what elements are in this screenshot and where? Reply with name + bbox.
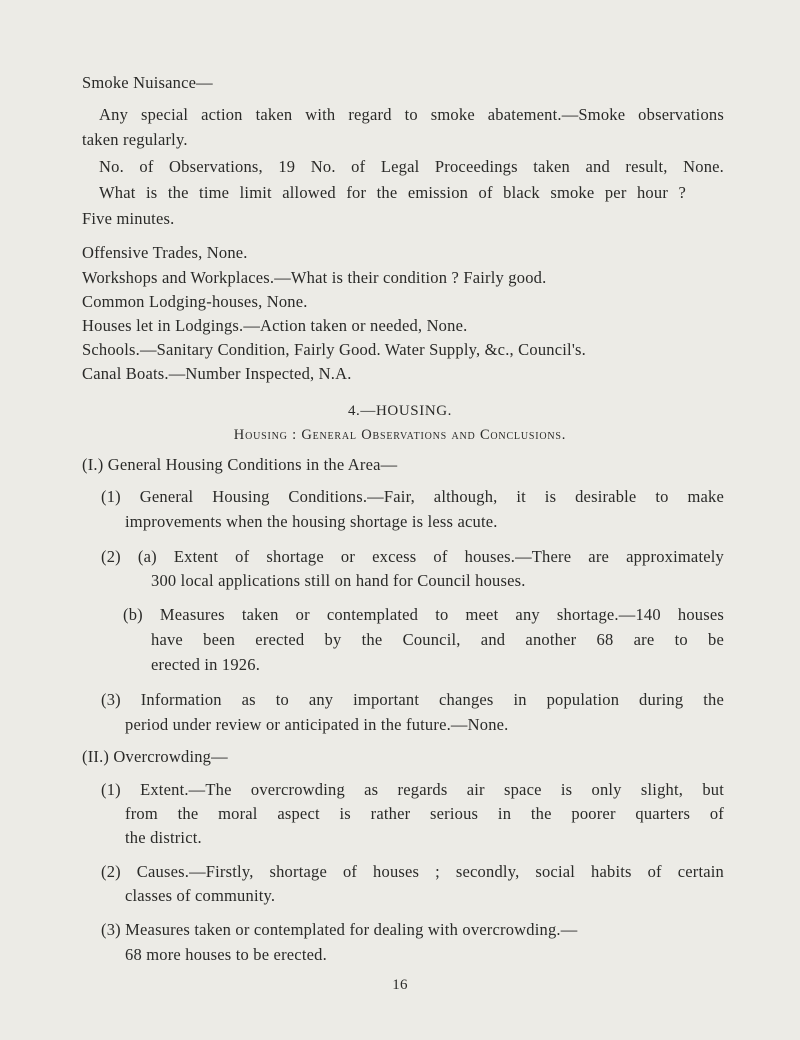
canal-boats: Canal Boats.—Number Inspected, N.A. [82,364,352,383]
overcrowding-measures-line2: 68 more houses to be erected. [125,945,327,964]
houses-let-in-lodgings: Houses let in Lodgings.—Action taken or needed, None. [82,316,468,335]
measures-taken-line3: erected in 1926. [151,655,261,674]
schools: Schools.—Sanitary Condition, Fairly Good. Water Supply, &c., Council's. [82,340,586,359]
population-changes-line2: period under review or anticipated in the future.—None. [125,715,509,734]
general-conditions-line1: (1) General Housing Conditions.—Fair, although, it is desirable to make [101,487,724,506]
section-1-title: (I.) General Housing Conditions in the Area— [82,455,398,474]
overcrowding-measures-line1: (3) Measures taken or contemplated for dealing with overcrowding.— [101,920,578,939]
smoke-action-line2: taken regularly. [82,130,188,149]
population-changes-line1: (3) Information as to any important changes in population during the [101,690,724,709]
workshops: Workshops and Workplaces.—What is their condition ? Fairly good. [82,268,547,287]
general-conditions-line2: improvements when the housing shortage is less acute. [125,512,498,531]
overcrowding-extent-line2: from the moral aspect is rather serious in the poorer quarters of [125,804,724,823]
smoke-observations: No. of Observations, 19 No. of Legal Proceedings taken and result, None. [99,157,724,176]
smoke-action-line1: Any special action taken with regard to smoke abatement.—Smoke observations [99,105,724,124]
smoke-nuisance-heading: Smoke Nuisance— [82,73,213,92]
measures-taken-line2: have been erected by the Council, and another 68 are to be [151,630,724,649]
section-2-title: (II.) Overcrowding— [82,747,228,766]
overcrowding-extent-line3: the district. [125,828,202,847]
overcrowding-causes-line2: classes of community. [125,886,276,905]
housing-subheading: Housing : General Observations and Conclusions. [233,427,567,443]
page-number: 16 [392,977,408,993]
housing-heading: 4.—HOUSING. [347,403,453,419]
shortage-extent-line1: (2) (a) Extent of shortage or excess of houses.—There are approximately [101,547,724,566]
measures-taken-line1: (b) Measures taken or contemplated to meet any shortage.—140 houses [123,605,724,624]
offensive-trades: Offensive Trades, None. [82,243,248,262]
smoke-time-limit-line2: Five minutes. [82,209,175,228]
overcrowding-causes-line1: (2) Causes.—Firstly, shortage of houses ; secondly, social habits of certain [101,862,724,881]
common-lodging-houses: Common Lodging-houses, None. [82,292,308,311]
overcrowding-extent-line1: (1) Extent.—The overcrowding as regards air space is only slight, but [101,780,724,799]
smoke-time-limit-line1: What is the time limit allowed for the emission of black smoke per hour ? [99,183,686,202]
shortage-extent-line2: 300 local applications still on hand for Council houses. [151,571,526,590]
